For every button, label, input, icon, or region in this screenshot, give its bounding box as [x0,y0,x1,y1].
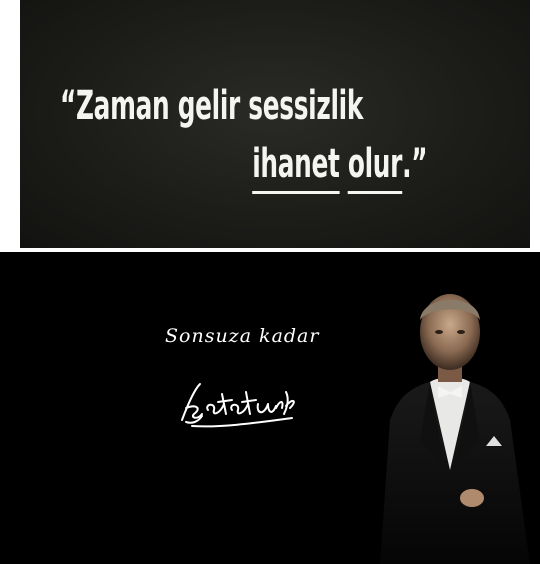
quote-line-1-text: “Zaman gelir sessizlik [60,83,364,129]
quote-word-ihanet: ihanet [252,138,339,190]
quote-card [0,0,540,252]
tagline: Sonsuza kadar [165,325,320,347]
quote-line-1 [60,80,531,132]
portrait-image [360,270,540,564]
quote-closing-mark: .” [402,141,428,187]
signature-image [172,374,322,434]
quote-panel [20,0,530,248]
quote-line-2 [252,138,512,190]
tribute-panel [0,252,540,564]
quote-word-olur: olur [348,138,402,190]
